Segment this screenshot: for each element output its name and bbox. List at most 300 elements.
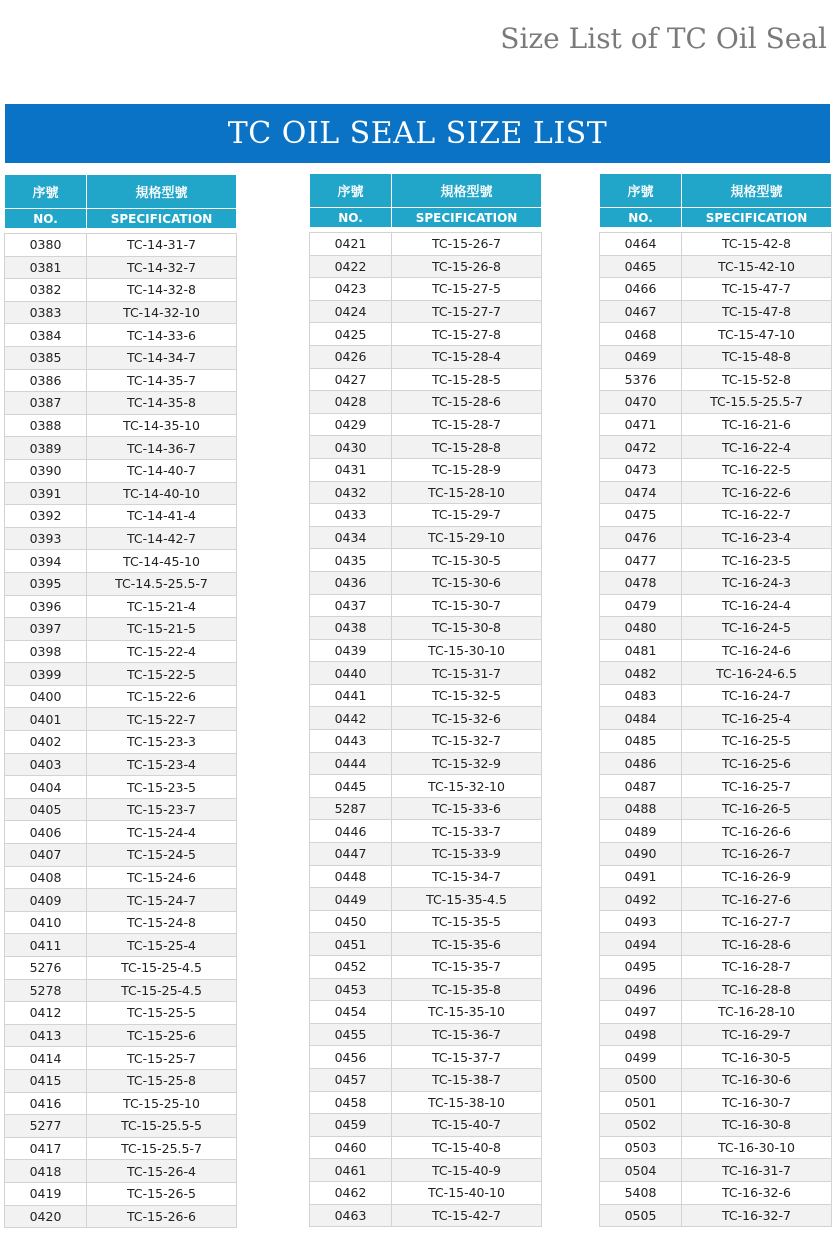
table-row: [310, 323, 542, 346]
cell-spec: TC-15-23-5: [87, 776, 237, 799]
cell-no: 0398: [5, 640, 87, 663]
table-row: [5, 821, 237, 844]
table-row: [5, 301, 237, 324]
table-row: [5, 957, 237, 980]
size-table-1: [4, 174, 237, 1228]
cell-spec: TC-15-34-7: [392, 865, 542, 888]
table-row: [600, 1181, 832, 1204]
table-row: [310, 639, 542, 662]
cell-no: 0392: [5, 505, 87, 528]
cell-no: 0461: [310, 1159, 392, 1182]
cell-spec: TC-15-25-4: [87, 934, 237, 957]
cell-no: 0500: [600, 1068, 682, 1091]
cell-spec: TC-16-25-5: [682, 730, 832, 753]
cell-spec: TC-15-28-7: [392, 413, 542, 436]
cell-no: 0425: [310, 323, 392, 346]
cell-no: 0496: [600, 978, 682, 1001]
cell-spec: TC-15.5-25.5-7: [682, 391, 832, 414]
header-no-zh: 序號: [5, 175, 87, 209]
table-row: [310, 233, 542, 256]
cell-no: 0436: [310, 571, 392, 594]
cell-spec: TC-15-35-10: [392, 1001, 542, 1024]
table-row: [5, 798, 237, 821]
cell-spec: TC-14-35-10: [87, 414, 237, 437]
cell-no: 0420: [5, 1205, 87, 1228]
cell-no: 0504: [600, 1159, 682, 1182]
cell-no: 0458: [310, 1091, 392, 1114]
cell-no: 0495: [600, 956, 682, 979]
table-row: [600, 255, 832, 278]
cell-no: 0464: [600, 233, 682, 256]
table-row: [600, 504, 832, 527]
table-row: [600, 1046, 832, 1069]
cell-no: 0394: [5, 550, 87, 573]
cell-spec: TC-16-25-6: [682, 752, 832, 775]
cell-spec: TC-15-23-7: [87, 798, 237, 821]
cell-spec: TC-16-30-8: [682, 1114, 832, 1137]
table-row: [310, 278, 542, 301]
table-row: [5, 979, 237, 1002]
cell-no: 0403: [5, 753, 87, 776]
cell-spec: TC-15-35-6: [392, 933, 542, 956]
cell-spec: TC-14-34-7: [87, 346, 237, 369]
cell-spec: TC-16-26-5: [682, 797, 832, 820]
cell-spec: TC-14-32-8: [87, 279, 237, 302]
cell-spec: TC-15-28-6: [392, 391, 542, 414]
cell-no: 0467: [600, 300, 682, 323]
cell-no: 0485: [600, 730, 682, 753]
table-row: [310, 797, 542, 820]
cell-no: 0493: [600, 910, 682, 933]
table-row: [5, 324, 237, 347]
cell-no: 0419: [5, 1182, 87, 1205]
cell-spec: TC-15-21-4: [87, 595, 237, 618]
cell-no: 0440: [310, 662, 392, 685]
table-row: [5, 708, 237, 731]
cell-spec: TC-15-22-4: [87, 640, 237, 663]
cell-spec: TC-15-25-7: [87, 1047, 237, 1070]
cell-spec: TC-16-28-7: [682, 956, 832, 979]
cell-spec: TC-14-42-7: [87, 527, 237, 550]
table-row: [310, 345, 542, 368]
table-row: [5, 437, 237, 460]
cell-spec: TC-15-32-9: [392, 752, 542, 775]
table-body: [5, 234, 237, 1228]
table-row: [5, 618, 237, 641]
table-row: [5, 1002, 237, 1025]
cell-spec: TC-16-24-4: [682, 594, 832, 617]
cell-spec: TC-16-23-4: [682, 526, 832, 549]
table-row: [600, 888, 832, 911]
table-row: [5, 911, 237, 934]
cell-no: 0459: [310, 1114, 392, 1137]
cell-no: 0502: [600, 1114, 682, 1137]
cell-no: 0409: [5, 889, 87, 912]
table-row: [600, 436, 832, 459]
cell-spec: TC-15-27-8: [392, 323, 542, 346]
cell-spec: TC-15-40-7: [392, 1114, 542, 1137]
cell-no: 0465: [600, 255, 682, 278]
table-row: [600, 345, 832, 368]
cell-no: 0444: [310, 752, 392, 775]
cell-no: 5287: [310, 797, 392, 820]
table-row: [5, 731, 237, 754]
table-row: [600, 797, 832, 820]
table-row: [5, 392, 237, 415]
cell-no: 0435: [310, 549, 392, 572]
cell-spec: TC-16-21-6: [682, 413, 832, 436]
cell-no: 0505: [600, 1204, 682, 1227]
table-row: [310, 1068, 542, 1091]
table-row: [600, 571, 832, 594]
cell-no: 0424: [310, 300, 392, 323]
cell-no: 0446: [310, 820, 392, 843]
table-row: [5, 934, 237, 957]
cell-spec: TC-16-27-7: [682, 910, 832, 933]
cell-spec: TC-14-32-10: [87, 301, 237, 324]
table-row: [600, 978, 832, 1001]
cell-spec: TC-16-28-6: [682, 933, 832, 956]
cell-no: 0427: [310, 368, 392, 391]
cell-no: 0486: [600, 752, 682, 775]
cell-no: 0421: [310, 233, 392, 256]
cell-no: 0449: [310, 888, 392, 911]
cell-spec: TC-16-24-3: [682, 571, 832, 594]
cell-no: 0482: [600, 662, 682, 685]
cell-spec: TC-15-25.5-5: [87, 1115, 237, 1138]
cell-no: 0498: [600, 1023, 682, 1046]
table-row: [5, 889, 237, 912]
cell-no: 0406: [5, 821, 87, 844]
cell-no: 0401: [5, 708, 87, 731]
header-spec-en: SPECIFICATION: [87, 209, 237, 229]
cell-spec: TC-15-47-10: [682, 323, 832, 346]
table-row: [600, 730, 832, 753]
size-table-2: [309, 173, 542, 1227]
cell-spec: TC-16-22-4: [682, 436, 832, 459]
cell-spec: TC-15-22-5: [87, 663, 237, 686]
cell-spec: TC-15-32-6: [392, 707, 542, 730]
cell-no: 0389: [5, 437, 87, 460]
table-row: [5, 753, 237, 776]
table-row: [600, 1204, 832, 1227]
cell-spec: TC-16-23-5: [682, 549, 832, 572]
table-row: [310, 684, 542, 707]
cell-no: 0481: [600, 639, 682, 662]
cell-spec: TC-15-40-10: [392, 1181, 542, 1204]
cell-spec: TC-14-32-7: [87, 256, 237, 279]
cell-spec: TC-16-22-5: [682, 458, 832, 481]
cell-no: 5376: [600, 368, 682, 391]
cell-no: 0386: [5, 369, 87, 392]
cell-spec: TC-15-48-8: [682, 345, 832, 368]
table-row: [600, 549, 832, 572]
cell-no: 0466: [600, 278, 682, 301]
cell-spec: TC-16-25-7: [682, 775, 832, 798]
cell-no: 0412: [5, 1002, 87, 1025]
table-row: [310, 843, 542, 866]
cell-spec: TC-15-30-7: [392, 594, 542, 617]
cell-spec: TC-16-24-7: [682, 684, 832, 707]
cell-spec: TC-14-35-7: [87, 369, 237, 392]
table-row: [600, 391, 832, 414]
table-row: [600, 1159, 832, 1182]
cell-no: 0417: [5, 1137, 87, 1160]
table-row: [310, 1023, 542, 1046]
cell-no: 0407: [5, 844, 87, 867]
cell-spec: TC-14-33-6: [87, 324, 237, 347]
cell-no: 0494: [600, 933, 682, 956]
table-row: [600, 662, 832, 685]
cell-no: 0473: [600, 458, 682, 481]
cell-no: 0503: [600, 1136, 682, 1159]
table-row: [310, 888, 542, 911]
cell-spec: TC-15-23-4: [87, 753, 237, 776]
table-row: [5, 505, 237, 528]
table-row: [600, 865, 832, 888]
cell-spec: TC-15-28-5: [392, 368, 542, 391]
cell-spec: TC-15-29-7: [392, 504, 542, 527]
cell-spec: TC-15-38-10: [392, 1091, 542, 1114]
cell-spec: TC-15-42-8: [682, 233, 832, 256]
cell-no: 0457: [310, 1068, 392, 1091]
cell-no: 0428: [310, 391, 392, 414]
cell-spec: TC-16-28-8: [682, 978, 832, 1001]
cell-no: 0499: [600, 1046, 682, 1069]
cell-spec: TC-15-22-7: [87, 708, 237, 731]
cell-spec: TC-15-40-8: [392, 1136, 542, 1159]
cell-no: 0471: [600, 413, 682, 436]
table-row: [5, 685, 237, 708]
table-row: [600, 594, 832, 617]
table-row: [600, 233, 832, 256]
cell-spec: TC-15-42-7: [392, 1204, 542, 1227]
header-spec-en: SPECIFICATION: [392, 208, 542, 228]
cell-spec: TC-15-33-6: [392, 797, 542, 820]
table-row: [310, 978, 542, 1001]
table-row: [310, 1136, 542, 1159]
cell-no: 0393: [5, 527, 87, 550]
cell-spec: TC-15-26-4: [87, 1160, 237, 1183]
cell-no: 0489: [600, 820, 682, 843]
table-row: [310, 481, 542, 504]
table-row: [310, 413, 542, 436]
cell-no: 0385: [5, 346, 87, 369]
cell-spec: TC-15-26-7: [392, 233, 542, 256]
table-row: [5, 482, 237, 505]
cell-no: 0448: [310, 865, 392, 888]
header-no-en: NO.: [310, 208, 392, 228]
table-row: [5, 1069, 237, 1092]
cell-no: 0384: [5, 324, 87, 347]
cell-spec: TC-15-30-10: [392, 639, 542, 662]
table-row: [5, 595, 237, 618]
cell-no: 0455: [310, 1023, 392, 1046]
table-row: [600, 639, 832, 662]
cell-spec: TC-14-31-7: [87, 234, 237, 257]
table-row: [310, 1091, 542, 1114]
cell-no: 0492: [600, 888, 682, 911]
header-no-zh: 序號: [600, 174, 682, 208]
cell-no: 0483: [600, 684, 682, 707]
cell-spec: TC-16-30-6: [682, 1068, 832, 1091]
cell-no: 0468: [600, 323, 682, 346]
table-body: [600, 233, 832, 1227]
cell-spec: TC-15-24-6: [87, 866, 237, 889]
cell-no: 0460: [310, 1136, 392, 1159]
table-row: [5, 844, 237, 867]
table-row: [600, 1068, 832, 1091]
table-row: [310, 300, 542, 323]
cell-no: 0450: [310, 910, 392, 933]
cell-no: 0438: [310, 617, 392, 640]
header-no-en: NO.: [600, 208, 682, 228]
table-row: [5, 572, 237, 595]
cell-spec: TC-15-28-9: [392, 458, 542, 481]
cell-spec: TC-15-31-7: [392, 662, 542, 685]
cell-no: 0463: [310, 1204, 392, 1227]
page-title: Size List of TC Oil Seal: [500, 22, 827, 55]
cell-no: 0382: [5, 279, 87, 302]
table-row: [600, 1136, 832, 1159]
banner-title: TC OIL SEAL SIZE LIST: [227, 116, 608, 151]
table-row: [600, 775, 832, 798]
cell-no: 0381: [5, 256, 87, 279]
cell-spec: TC-15-27-5: [392, 278, 542, 301]
cell-no: 5277: [5, 1115, 87, 1138]
table-row: [600, 933, 832, 956]
cell-spec: TC-15-30-5: [392, 549, 542, 572]
header-spec-zh: 規格型號: [87, 175, 237, 209]
cell-no: 0439: [310, 639, 392, 662]
cell-no: 0447: [310, 843, 392, 866]
cell-spec: TC-16-32-6: [682, 1181, 832, 1204]
cell-spec: TC-14-36-7: [87, 437, 237, 460]
cell-spec: TC-15-47-7: [682, 278, 832, 301]
table-row: [310, 1181, 542, 1204]
cell-spec: TC-15-47-8: [682, 300, 832, 323]
table-row: [600, 707, 832, 730]
cell-no: 0445: [310, 775, 392, 798]
table-row: [310, 436, 542, 459]
cell-no: 0426: [310, 345, 392, 368]
cell-spec: TC-15-25-8: [87, 1069, 237, 1092]
table-row: [5, 256, 237, 279]
cell-no: 0453: [310, 978, 392, 1001]
table-row: [600, 1001, 832, 1024]
cell-no: 0456: [310, 1046, 392, 1069]
cell-no: 0451: [310, 933, 392, 956]
table-row: [600, 300, 832, 323]
table-row: [310, 730, 542, 753]
cell-spec: TC-15-35-7: [392, 956, 542, 979]
cell-spec: TC-15-26-5: [87, 1182, 237, 1205]
table-row: [5, 1092, 237, 1115]
cell-no: 0397: [5, 618, 87, 641]
cell-spec: TC-16-24-6: [682, 639, 832, 662]
cell-no: 0400: [5, 685, 87, 708]
title-banner: [5, 104, 830, 163]
cell-no: 0469: [600, 345, 682, 368]
cell-spec: TC-14.5-25.5-7: [87, 572, 237, 595]
cell-spec: TC-15-25-10: [87, 1092, 237, 1115]
table-row: [310, 1046, 542, 1069]
table-row: [600, 368, 832, 391]
table-row: [310, 910, 542, 933]
cell-no: 0388: [5, 414, 87, 437]
cell-no: 0501: [600, 1091, 682, 1114]
cell-no: 0442: [310, 707, 392, 730]
cell-no: 0395: [5, 572, 87, 595]
cell-spec: TC-15-40-9: [392, 1159, 542, 1182]
header-spec-zh: 規格型號: [392, 174, 542, 208]
cell-no: 0396: [5, 595, 87, 618]
table-row: [600, 278, 832, 301]
table-row: [310, 391, 542, 414]
cell-no: 0472: [600, 436, 682, 459]
cell-no: 0433: [310, 504, 392, 527]
table-row: [310, 820, 542, 843]
cell-spec: TC-14-35-8: [87, 392, 237, 415]
cell-spec: TC-16-26-9: [682, 865, 832, 888]
cell-no: 0478: [600, 571, 682, 594]
table-row: [600, 910, 832, 933]
cell-spec: TC-15-29-10: [392, 526, 542, 549]
cell-spec: TC-16-30-10: [682, 1136, 832, 1159]
table-row: [310, 526, 542, 549]
size-table-3: [599, 173, 832, 1227]
table-row: [5, 776, 237, 799]
cell-no: 0415: [5, 1069, 87, 1092]
cell-spec: TC-15-25-4.5: [87, 957, 237, 980]
cell-no: 0452: [310, 956, 392, 979]
cell-no: 5278: [5, 979, 87, 1002]
table-row: [600, 458, 832, 481]
table-row: [310, 933, 542, 956]
cell-no: 0383: [5, 301, 87, 324]
cell-no: 0437: [310, 594, 392, 617]
cell-no: 0429: [310, 413, 392, 436]
cell-spec: TC-15-30-6: [392, 571, 542, 594]
cell-no: 0475: [600, 504, 682, 527]
table-row: [600, 1023, 832, 1046]
cell-spec: TC-15-23-3: [87, 731, 237, 754]
table-row: [5, 346, 237, 369]
cell-no: 0410: [5, 911, 87, 934]
cell-no: 0477: [600, 549, 682, 572]
cell-spec: TC-16-28-10: [682, 1001, 832, 1024]
header-spec-en: SPECIFICATION: [682, 208, 832, 228]
table-row: [310, 707, 542, 730]
table-row: [310, 458, 542, 481]
table-row: [5, 527, 237, 550]
cell-spec: TC-15-24-4: [87, 821, 237, 844]
cell-spec: TC-16-22-6: [682, 481, 832, 504]
cell-no: 0402: [5, 731, 87, 754]
cell-spec: TC-15-28-8: [392, 436, 542, 459]
cell-spec: TC-14-45-10: [87, 550, 237, 573]
cell-spec: TC-15-33-7: [392, 820, 542, 843]
cell-no: 5408: [600, 1181, 682, 1204]
cell-spec: TC-15-21-5: [87, 618, 237, 641]
cell-spec: TC-15-24-5: [87, 844, 237, 867]
table-row: [310, 662, 542, 685]
cell-spec: TC-16-22-7: [682, 504, 832, 527]
table-row: [600, 323, 832, 346]
header-no-zh: 序號: [310, 174, 392, 208]
table-row: [310, 865, 542, 888]
cell-no: 5276: [5, 957, 87, 980]
